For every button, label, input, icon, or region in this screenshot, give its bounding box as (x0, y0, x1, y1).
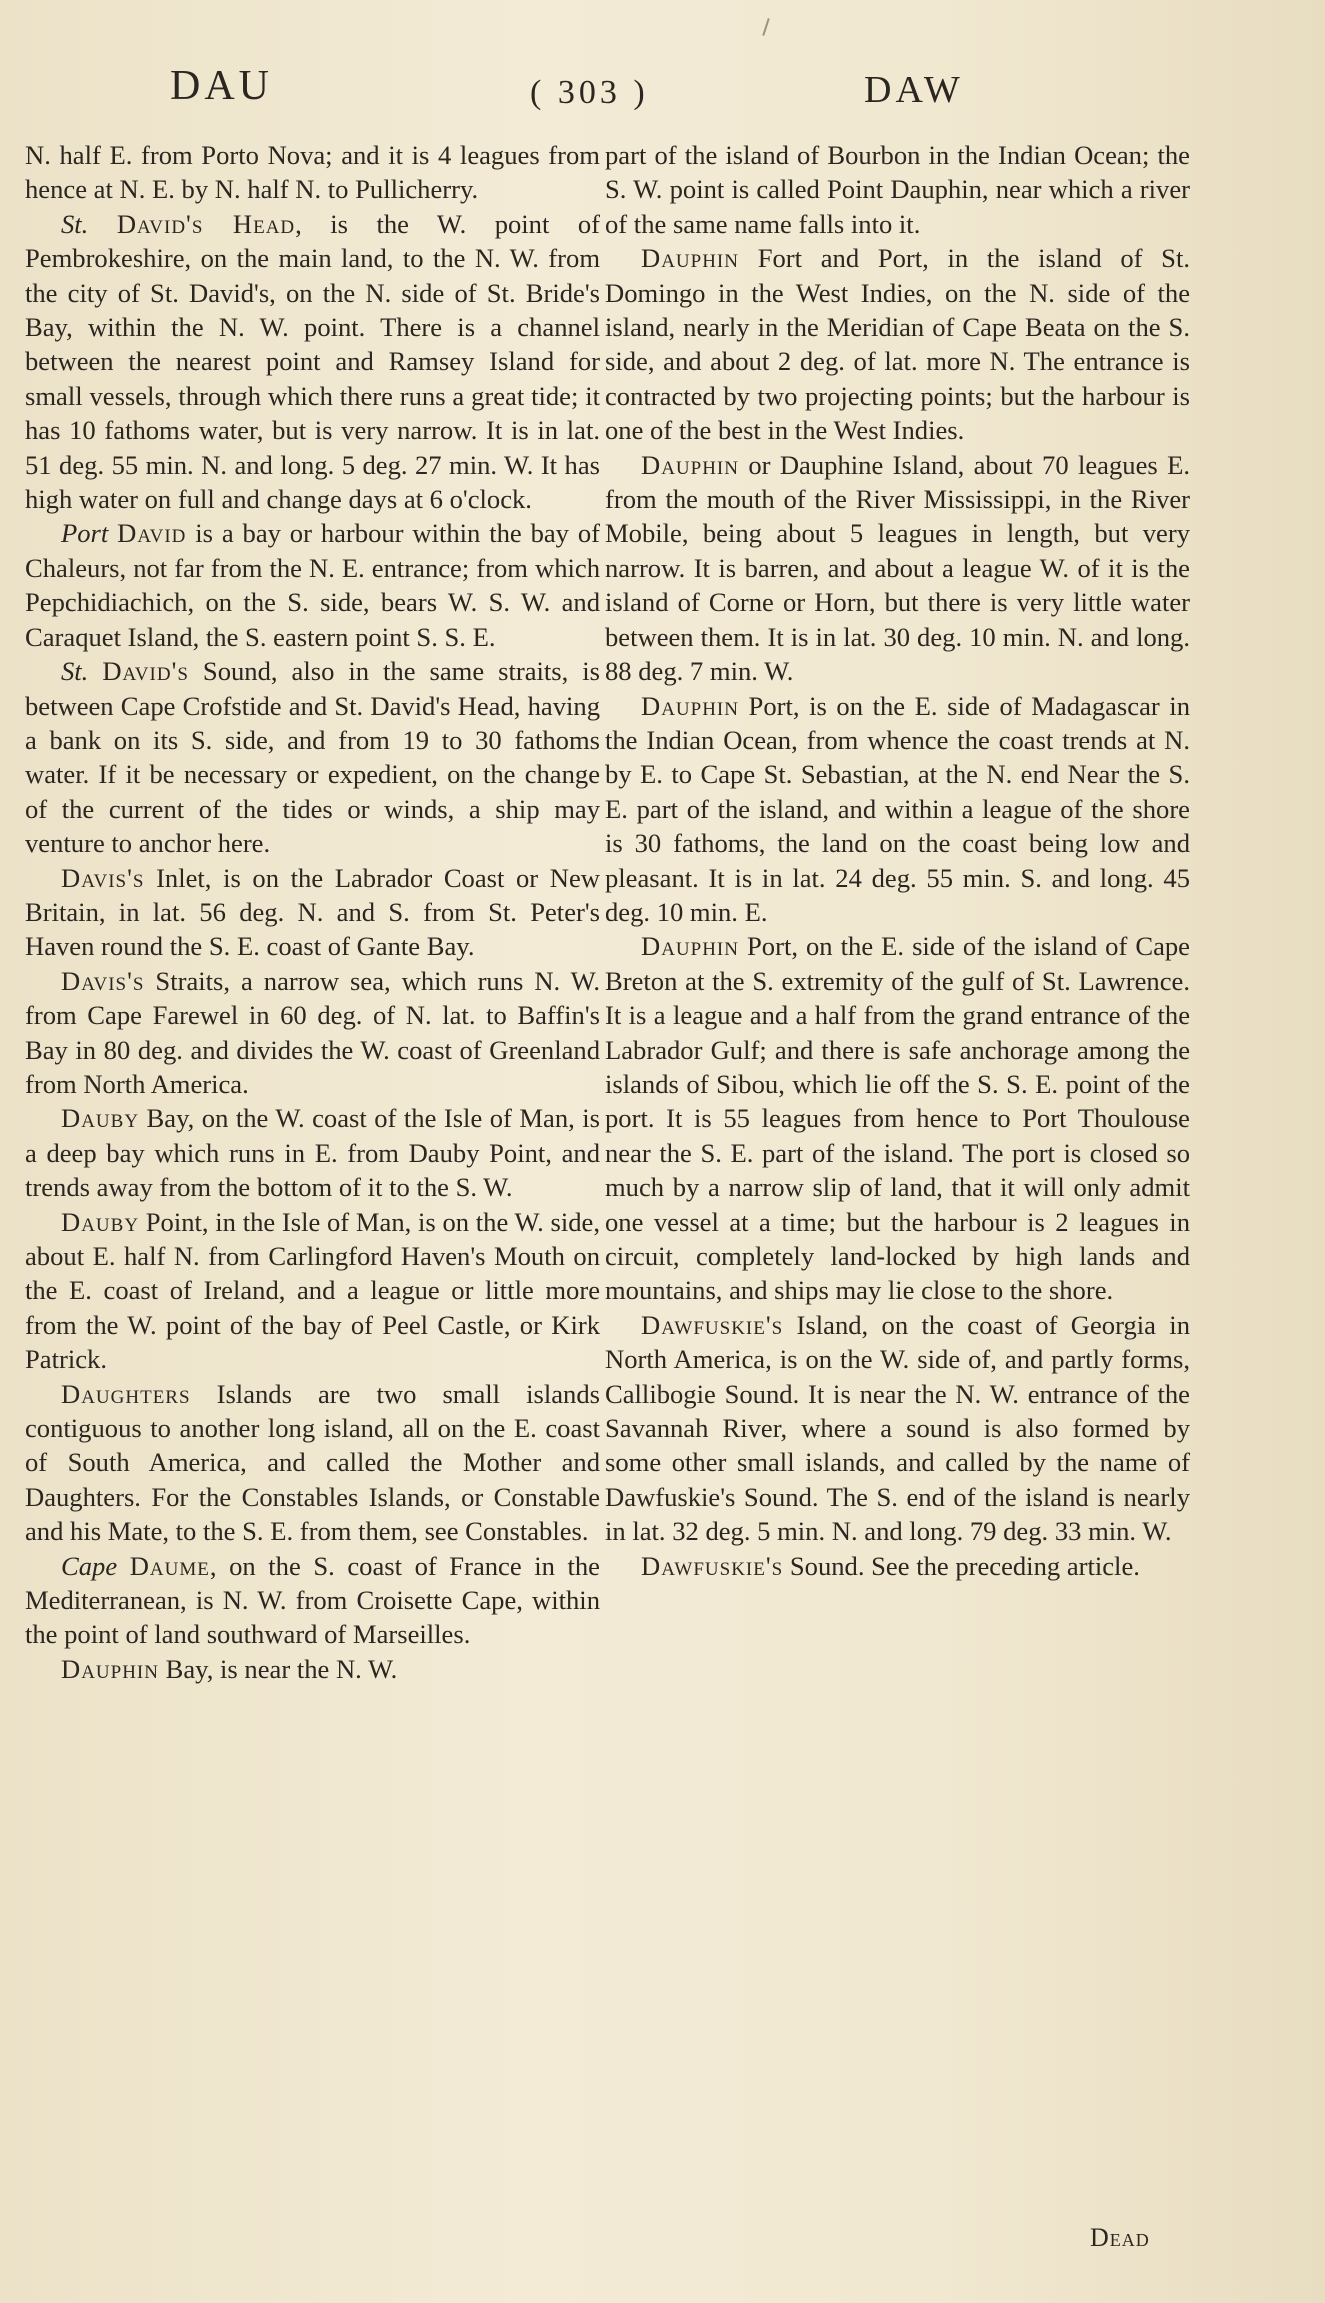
header-left-guide: DAU (170, 63, 273, 109)
entry: Davis's Straits, a narrow sea, which runs N. W. from Cape Farewel in 60 deg. of N. lat. to Baffin's Bay in 80 deg. and divides the W. coast of Greenland from North America. (25, 965, 600, 1099)
entry: Dauby Bay, on the W. coast of the Isle of Man, is a deep bay which runs in E. from Dauby Point, and trends away from the bottom of it to the S. W. (25, 1103, 600, 1203)
entry: Dauphin or Dauphine Island, about 70 leagues E. from the mouth of the River Mississippi, in the River Mobile, being about 5 leagues in length, but very narrow. It is barren, and about a league W. of it is the island of Corne or Horn, but there is very little water between them. It is in lat. 30 deg. 10 min. N. and long. 88 deg. 7 min. W. (605, 449, 1190, 687)
entry: part of the island of Bourbon in the Indian Ocean; the S. W. point is called Point Dauphin, near which a river of the same name falls into it. (605, 140, 1190, 239)
catchword: Dead (1090, 2223, 1150, 2252)
entry: Dawfuskie's Sound. See the preceding article. (641, 1550, 1140, 1581)
page-mark (762, 18, 769, 36)
running-header (0, 62, 1325, 132)
entry: Dauphin Fort and Port, in the island of St. Domingo in the West Indies, on the N. side of the island, nearly in the Meridian of Cape Beata on the S. side, and about 2 deg. of lat. more N. The entrance is contracted by two projecting points; but the harbour is one of the best in the West Indies. (605, 243, 1190, 446)
header-right-guide: DAW (864, 69, 964, 111)
entry: Dawfuskie's Island, on the coast of Georgia in North America, is on the W. side of, and partly forms, Callibogie Sound. It is near the N. W. entrance of the Savannah River, where a sound is also formed by some other small islands, and called by the name of Dawfuskie's Sound. The S. end of the island is nearly in lat. 32 deg. 5 min. N. and long. 79 deg. 33 min. W. (605, 1309, 1190, 1547)
entry: Dauphin Port, on the E. side of the island of Cape Breton at the S. extremity of the gulf of St. Lawrence. It is a league and a half from the grand entrance of the Labrador Gulf; and there is safe anchorage among the islands of Sibou, which lie off the S. S. E. point of the port. It is 55 leagues from hence to Port Thoulouse near the S. E. part of the island. The port is closed so much by a narrow slip of land, that it will only admit one vessel at a time; but the harbour is 2 leagues in circuit, completely land-locked by high lands and mountains, and ships may lie close to the shore. (605, 931, 1190, 1306)
entry: St. David's Head, is the W. point of Pembrokeshire, on the main land, to the N. W. from the city of St. David's, on the N. side of St. Bride's Bay, within the N. W. point. There is a channel between the nearest point and Ramsey Island for small vessels, through which there runs a great tide; it has 10 fathoms water, but is very narrow. It is in lat. 51 deg. 55 min. N. and long. 5 deg. 27 min. W. It has high water on full and change days at 6 o'clock. (25, 208, 600, 515)
entry: Dauphin Port, is on the E. side of Madagascar in the Indian Ocean, from whence the coast trends at N. by E. to Cape St. Sebastian, at the N. end Near the S. E. part of the island, and within a league of the shore is 30 fathoms, the land on the coast being low and pleasant. It is in lat. 24 deg. 55 min. S. and long. 45 deg. 10 min. E. (605, 690, 1190, 927)
page-number: ( 303 ) (530, 74, 649, 111)
entry: St. David's Sound, also in the same straits, is between Cape Crofstide and St. David's Head, having a bank on its S. side, and from 19 to 30 fathoms water. If it be necessary or expedient, on the change of the current of the tides or winds, a ship may venture to anchor here. (25, 656, 600, 859)
right-column (605, 138, 1190, 1583)
entry: Port David is a bay or harbour within the bay of Chaleurs, not far from the N. E. entrance; from which Pepchidiachich, on the S. side, bears W. S. W. and Caraquet Island, the S. eastern point S. S. E. (25, 518, 600, 652)
entry: Dauphin Bay, is near the N. W. (61, 1653, 398, 1684)
left-column (25, 138, 600, 1686)
entry: N. half E. from Porto Nova; and it is 4 leagues from hence at N. E. by N. half N. to Pullicherry. (25, 140, 600, 205)
entry: Dauby Point, in the Isle of Man, is on the W. side, about E. half N. from Carlingford Haven's Mouth on the E. coast of Ireland, and a league or little more from the W. point of the bay of Peel Castle, or Kirk Patrick. (25, 1206, 600, 1375)
entry: Daughters Islands are two small islands contiguous to another long island, all on the E. coast of South America, and called the Mother and Daughters. For the Constables Islands, or Constable and his Mate, to the S. E. from them, see Constables. (25, 1378, 600, 1547)
entry: Davis's Inlet, is on the Labrador Coast or New Britain, in lat. 56 deg. N. and S. from St. Peter's Haven round the S. E. coast of Gante Bay. (25, 862, 600, 962)
entry: Cape Daume, on the S. coast of France in the Mediterranean, is N. W. from Croisette Cape, within the point of land southward of Marseilles. (25, 1550, 600, 1650)
